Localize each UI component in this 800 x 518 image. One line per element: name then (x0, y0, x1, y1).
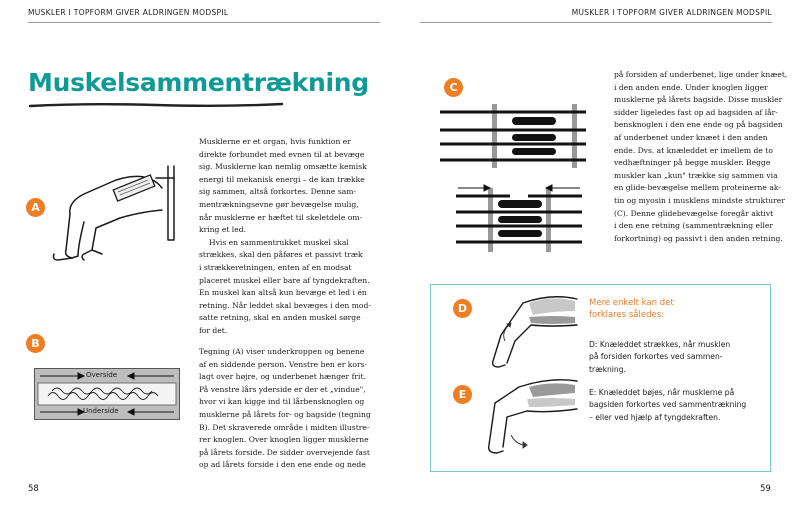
text-line: mentrækningsevne gør bevægelse mulig, (199, 199, 359, 209)
box-heading (589, 297, 739, 321)
header-rule-right (420, 22, 772, 23)
text-line: muskler kan „kun" trække sig sammen via (614, 170, 778, 180)
figure-b-top-label: Overside (86, 371, 118, 379)
text-line: på forsiden af underbenet, lige under knæet, (614, 70, 788, 79)
text-line: strækkes, skal den påføres et passivt træk (199, 250, 363, 260)
text-line: placeret muskel eller bare af tyngdekraften. (199, 275, 370, 285)
text-line: D: Knæleddet strækkes, når musklen (589, 340, 731, 349)
figure-b-bottom-label: Underside (83, 407, 119, 415)
box-heading-line-2: forklares således: (589, 310, 664, 320)
text-line: i den ene retning (sammentrækning eller (614, 221, 774, 231)
text-line: op ad lårets forside i den ene ende og nede (199, 460, 366, 470)
text-line: forkortning) og passivt i den anden retning. (614, 233, 783, 243)
badge-d: D (453, 299, 472, 318)
text-line: På venstre lårs yderside er der et „vindue", (199, 384, 366, 394)
box-text-e (589, 387, 749, 424)
text-line: på lårets forside. De sidder overvejende fast (199, 447, 370, 457)
text-line: en glide-bevægelse mellem proteinerne ak- (614, 183, 781, 193)
text-line: på forsiden forkortes ved sammen- (589, 352, 723, 362)
text-line: sig sammen, altså forkortes. Denne sam- (199, 187, 357, 197)
text-line: Tegning (A) viser underkroppen og benene (199, 347, 365, 356)
text-line: (C). Denne glidebevægelse foregår aktivt (614, 208, 774, 218)
figure-d-leg-extended (471, 289, 581, 373)
badge-e: E (453, 385, 472, 404)
text-line: energi til mekanisk energi – de kan trække (199, 174, 365, 184)
text-line: direkte forbundet med evnen til at bevæge (199, 149, 365, 159)
text-line: for det. (199, 325, 228, 335)
text-line: lagt over højre, og underbenet hænger frit. (199, 372, 366, 382)
text-line: hvor vi kan kigge ind til lårbensknoglen og (199, 397, 365, 407)
figure-a-sitting-legs (44, 150, 184, 265)
text-line: Hvis en sammentrukket muskel skal (209, 237, 349, 247)
text-line: retning. Når leddet skal bevæges i den mod- (199, 300, 371, 310)
left-body-text (199, 136, 384, 338)
text-line: kring et led. (199, 225, 246, 235)
figure-c-actin-myosin (436, 100, 602, 260)
text-line: i den anden ende. Under knoglen ligger (614, 82, 768, 92)
explanation-box (430, 284, 771, 472)
text-line: bagsiden forkortes ved sammentrækning (589, 400, 747, 410)
badge-c: C (444, 78, 463, 97)
text-line: sig. Musklerne kan nemlig omsætte kemisk (199, 162, 367, 172)
text-line: musklerne på lårets for- og bagside (tegning (199, 409, 371, 419)
text-line: når musklerne er hæftet til skeletdele om- (199, 212, 363, 222)
text-line: trækning. (589, 364, 626, 374)
page-title: Muskelsammentrækning (28, 68, 369, 97)
text-line: B). Det skraverede område i midten illustre- (199, 422, 370, 432)
text-line: tin og myosin i musklens mindste strukturer (614, 195, 785, 205)
text-line: rer knoglen. Over knoglen ligger musklerne (199, 435, 369, 445)
text-line: ende. Dvs. at knæleddet er imellem de to (614, 145, 773, 155)
box-heading-line-1: Mere enkelt kan det (589, 298, 674, 308)
text-line: En muskel kan altså kun bevæge et led i én (199, 288, 367, 298)
running-head-right: MUSKLER I TOPFORM GIVER ALDRINGEN MODSPIL (571, 8, 772, 17)
text-line: musklerne på lårets bagside. Disse muskler (614, 95, 783, 105)
right-body-text (614, 69, 789, 245)
text-line: Musklerne er et organ, hvis funktion er (199, 137, 351, 146)
text-line: – eller ved hjælp af tyngdekraften. (589, 412, 721, 422)
text-line: af underbenet under knæet i den anden (614, 132, 768, 142)
page-number-left: 58 (28, 484, 39, 494)
running-head-left: MUSKLER I TOPFORM GIVER ALDRINGEN MODSPIL (28, 8, 229, 17)
page-number-right: 59 (760, 484, 771, 494)
text-line: af en siddende person. Venstre ben er kors- (199, 359, 368, 369)
text-line: sidder ligeledes fast op ad bagsiden af lår- (614, 107, 778, 117)
badge-b: B (26, 334, 45, 353)
title-brush-underline (28, 101, 284, 109)
badge-a: A (26, 198, 45, 217)
box-text-d (589, 339, 749, 376)
text-line: vedhæftninger på begge muskler. Begge (614, 158, 771, 168)
text-line: i strækkeretningen, enten af en modsat (199, 262, 352, 272)
figure-e-leg-bent (471, 373, 581, 465)
text-line: bensknoglen i den ene ende og på bagsiden (614, 120, 783, 130)
text-line: satte retning, skal en anden muskel sørge (199, 313, 361, 323)
left-body-text-2 (199, 346, 384, 472)
header-rule-left (28, 22, 380, 23)
text-line: E: Knæleddet bøjes, når musklerne på (589, 388, 735, 397)
